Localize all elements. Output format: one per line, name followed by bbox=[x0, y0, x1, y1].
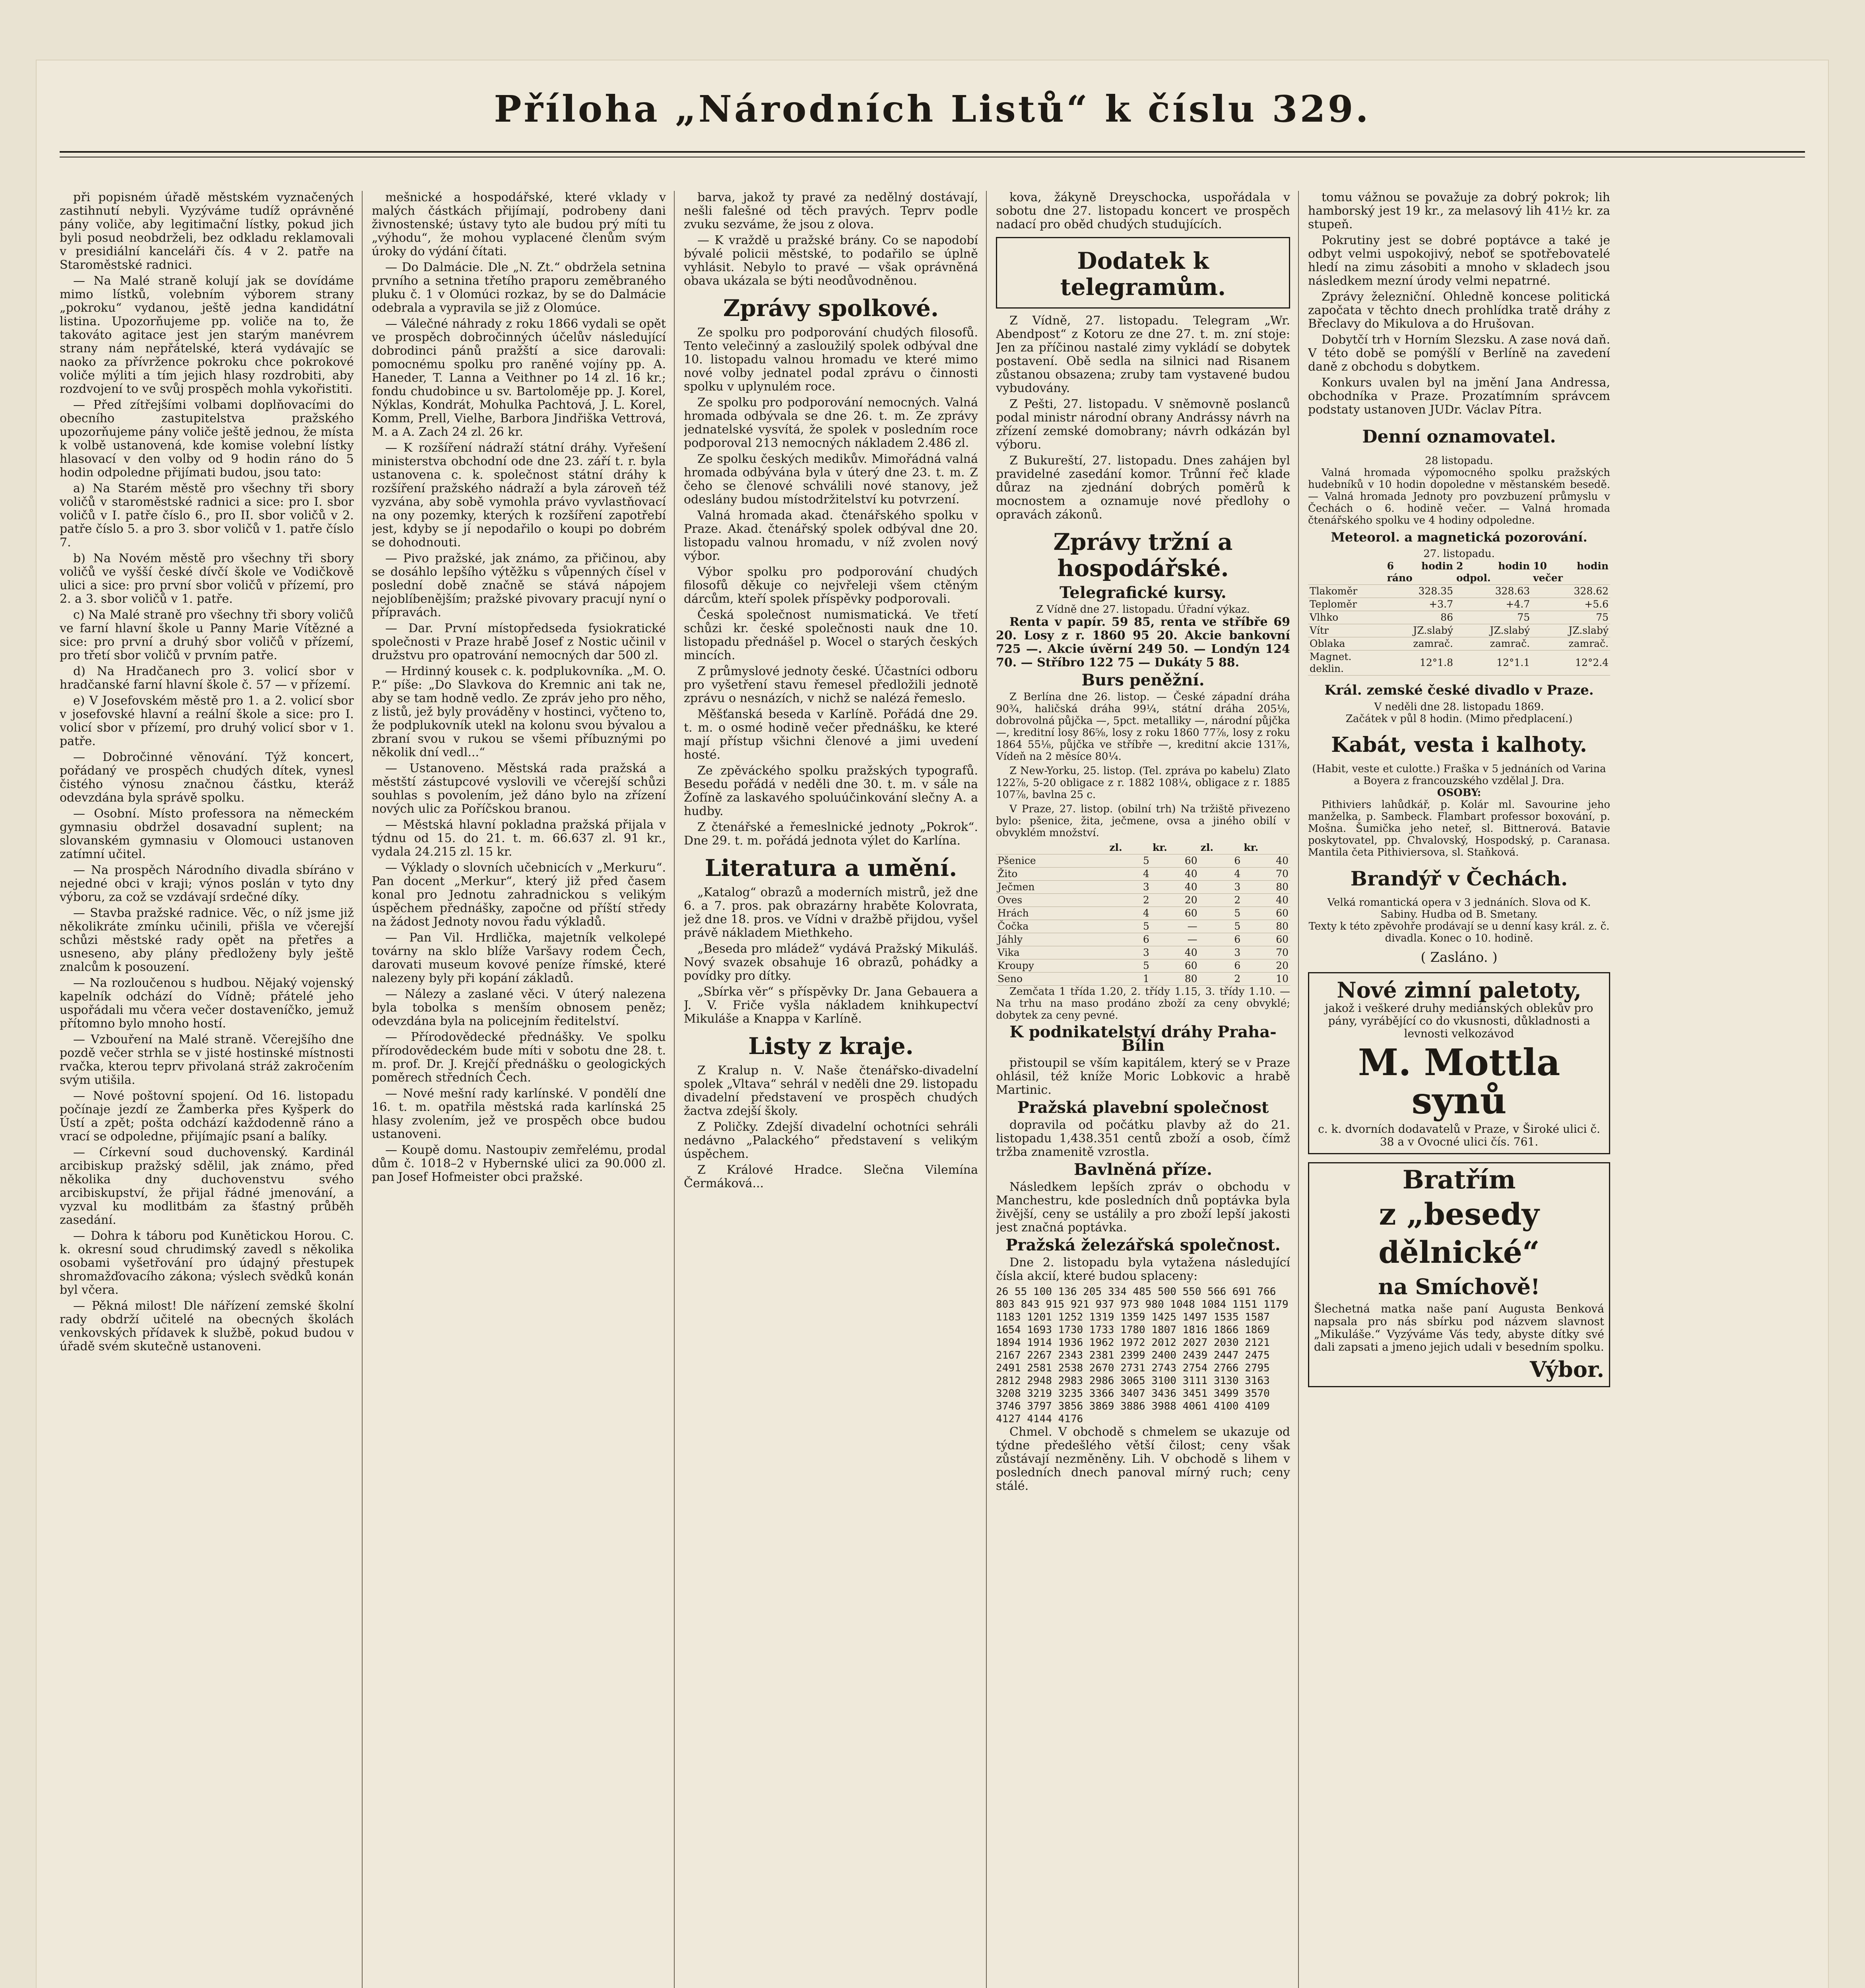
table-cell: Jáhly bbox=[996, 933, 1108, 946]
section-heading-oznamovatel: Denní oznamovatel. bbox=[1362, 427, 1556, 447]
article-paragraph: přistoupil se vším kapitálem, který se v Praze ohlásil, též kníže Moric Lobkovic a hrabě Martinic. bbox=[996, 1056, 1290, 1097]
table-row bbox=[996, 881, 1290, 894]
article-paragraph: — Církevní soud duchovenský. Kardinál arcibiskup pražský sdělil, jak známo, před několika dny duchovenstvu svého arcibiskupství, že přijal řádné jmenování, a vyzval ku modlitbám za šťastný průběh zasedání. bbox=[60, 1145, 354, 1227]
table-header bbox=[996, 841, 1108, 854]
table-cell: 328.62 bbox=[1531, 585, 1610, 598]
article-paragraph: Z Pešti, 27. listopadu. V sněmovně poslanců podal ministr národní obrany Andrássy návrh na zřízení zemské domobrany; návrh odkázán byl výboru. bbox=[996, 397, 1290, 452]
table-cell: 70 bbox=[1242, 946, 1290, 959]
table-header: zl. bbox=[1199, 841, 1242, 854]
table-cell: 10 bbox=[1242, 973, 1290, 986]
article-paragraph: Valná hromada akad. čtenářského spolku v Praze. Akad. čtenářský spolek odbýval dne 20. listopadu valnou hromadu, v níž zvolen nový výbor. bbox=[684, 509, 978, 563]
article-paragraph: Ze zpěváckého spolku pražských typografů. Besedu pořádá v neděli dne 30. t. m. v sále na Žofíně za laskavého spoluúčinkování slečny A. a hudby. bbox=[684, 764, 978, 818]
article-paragraph: Zemčata 1 třída 1.20, 2. třídy 1.15, 3. třídy 1.10. — Na trhu na maso prodáno zboží za ceny obvyklé; dobytek za ceny pevné. bbox=[996, 986, 1290, 1021]
article-paragraph: — Nálezy a zaslané věci. V úterý nalezena byla tobolka s menším obnosem peněz; odevzdána byla na policejním ředitelství. bbox=[372, 987, 666, 1028]
table-header-row bbox=[996, 841, 1290, 854]
bavlna-heading: Bavlněná příze. bbox=[1074, 1160, 1212, 1179]
table-cell: 60 bbox=[1151, 854, 1199, 868]
table-cell: 5 bbox=[1199, 907, 1242, 920]
table-cell: +5.6 bbox=[1531, 598, 1610, 611]
article-paragraph: — Na rozloučenou s hudbou. Nějaký vojenský kapelník odchází do Vídně; přátelé jeho uspořádali mu včera večer dostaveníčko, jemuž přítomno bylo mnoho hostí. bbox=[60, 976, 354, 1031]
article-paragraph: d) Na Hradčanech pro 3. volicí sbor v hradčanské farní hlavní škole č. 57 — v přízemí. bbox=[60, 664, 354, 692]
article-paragraph: Dobytčí trh v Horním Slezsku. A zase nová daň. V této době se pomýšlí v Berlíně na zavedení daně z obchodu s dobytkem. bbox=[1308, 333, 1610, 374]
table-cell: Kroupy bbox=[996, 959, 1108, 973]
article-paragraph: Pokrutiny jest se dobré poptávce a také je odbyt velmi uspokojivý, neboť se spotřebovatelé hledí na zimu zásobiti a mnoho v skladech jsou následkem mezní úrody velmi nepatrné. bbox=[1308, 233, 1610, 288]
table-cell: Vlhko bbox=[1308, 611, 1386, 624]
table-cell: 20 bbox=[1151, 894, 1199, 907]
table-header: 2 hodin odpol. bbox=[1455, 560, 1531, 585]
article-paragraph: Ze spolku pro podporování nemocných. Valná hromada odbývala se dne 26. t. m. Ze zprávy jednatelské vysvítá, že spolek v posledním roce podporoval 213 nemocných nákladem 2.486 zl. bbox=[684, 396, 978, 450]
table-cell: 5 bbox=[1199, 920, 1242, 933]
table-header bbox=[1308, 560, 1386, 585]
table-cell: Magnet. deklin. bbox=[1308, 650, 1386, 676]
theater-date: V neděli dne 28. listopadu 1869. bbox=[1374, 701, 1544, 713]
table-row bbox=[1308, 598, 1610, 611]
table-cell: — bbox=[1151, 933, 1199, 946]
grain-price-table bbox=[996, 841, 1290, 986]
article-paragraph: tomu vážnou se považuje za dobrý pokrok; lih hamborský jest 19 kr., za melasový lih 41½ kr. za stupeň. bbox=[1308, 191, 1610, 231]
meteo-date: 27. listopadu. bbox=[1423, 548, 1495, 560]
table-cell: JZ.slabý bbox=[1455, 624, 1531, 637]
ad-company-name: M. Mottla synů bbox=[1358, 1041, 1560, 1122]
table-cell: JZ.slabý bbox=[1386, 624, 1455, 637]
article-paragraph: „Beseda pro mládež“ vydává Pražský Mikuláš. Nový svazek obsahuje 16 obrazů, pohádky a povídky pro dítky. bbox=[684, 942, 978, 983]
article-paragraph: — Válečné náhrady z roku 1866 vydali se opět ve prospěch dobročinných účelův následující dobrodinci pánů pražští a sice darovali: pomocnému spolku pro raněné vojíny pp. A. Haneder, T. Lanna a Veithner po 14 zl. 16 kr.; fondu chudobince u sv. Bartoloměje pp. J. Korel, Nýklas, Kondrát, Mohulka Pachtová, J. L. Korel, Komm, Prell, Vielhe, Barbora Jindřiška Vettrová, M. a A. Zach 24 zl. 26 kr. bbox=[372, 317, 666, 439]
theater-time: Začátek v půl 8 hodin. (Mimo předplacení.) bbox=[1345, 713, 1573, 725]
article-paragraph: — Výklady o slovních učebnicích v „Merkuru“. Pan docent „Merkur“, který již před časem konal pro Jednotu zahradnickou s velikým úspěchem přednášky, započne od příští středy na žádost Jednoty novou řadu výkladů. bbox=[372, 861, 666, 929]
plavba-heading: Pražská plavební společnost bbox=[1017, 1098, 1269, 1117]
table-row bbox=[996, 946, 1290, 959]
table-cell: 3 bbox=[1108, 946, 1151, 959]
article-paragraph: „Sbírka věr“ s příspěvky Dr. Jana Gebauera a J. V. Friče vyšla nákladem knihkupectví Mikuláše a Knappa v Karlíně. bbox=[684, 985, 978, 1026]
theater-tail: Texty k této zpěvohře prodávají se u denní kasy král. z. č. divadla. Konec o 10. hodině. bbox=[1308, 920, 1610, 944]
article-paragraph: V Praze, 27. listop. (obilní trh) Na tržiště přivezeno bylo: pšenice, žita, ječmene, ovsa a jiného obilí v obvyklém množství. bbox=[996, 803, 1290, 839]
meteo-table bbox=[1308, 560, 1610, 676]
article-paragraph: Valná hromada výpomocného spolku pražských hudebníků v 10 hodin dopoledne v městanském besedě. — Valná hromada Jednoty pro povzbuzení průmyslu v Čechách o 6. hodině večer. — Valná hromada čtenářského spolku ve 4 hodiny odpoledne. bbox=[1308, 467, 1610, 526]
article-paragraph: c) Na Malé straně pro všechny tři sbory voličů ve farní hlavní škole u Panny Marie Vítězné a sice: pro první a druhý sbor voličů v přízemí, pro třetí sbor voličů v prvním patře. bbox=[60, 608, 354, 662]
table-row bbox=[996, 933, 1290, 946]
column-divider bbox=[1298, 191, 1299, 1988]
table-cell: zamrač. bbox=[1531, 637, 1610, 650]
table-cell: 70 bbox=[1242, 868, 1290, 881]
article-paragraph: Z čtenářské a řemeslnické jednoty „Pokrok“. Dne 29. t. m. pořádá jednota výlet do Karlína. bbox=[684, 820, 978, 848]
article-paragraph: Česká společnost numismatická. Ve třetí schůzi kr. české společnosti nauk dne 10. listopadu přednášel p. Wocel o starých českých mincích. bbox=[684, 608, 978, 662]
meteo-heading: Meteorol. a magnetická pozorování. bbox=[1331, 530, 1587, 545]
article-paragraph: dopravila od počátku plavby až do 21. listopadu 1,438.351 centů zboží a osob, čímž tržba znamenitě vzrostla. bbox=[996, 1118, 1290, 1159]
article-paragraph: Z Bukureští, 27. listopadu. Dnes zahájen byl pravidelné zasedání komor. Trůnní řeč klade důraz na zjednání dobrých poměrů k mocnostem a oznamuje nové předlohy o opravách zákonů. bbox=[996, 454, 1290, 522]
table-cell: 6 bbox=[1199, 959, 1242, 973]
table-cell: 3 bbox=[1108, 881, 1151, 894]
ad-headline: Nové zimní paletoty, bbox=[1337, 977, 1582, 1003]
table-cell: Čočka bbox=[996, 920, 1108, 933]
table-cell: 4 bbox=[1199, 868, 1242, 881]
table-cell: 40 bbox=[1151, 881, 1199, 894]
table-cell: 40 bbox=[1242, 854, 1290, 868]
table-cell: 60 bbox=[1242, 933, 1290, 946]
table-cell: 40 bbox=[1151, 946, 1199, 959]
table-cell: zamrač. bbox=[1455, 637, 1531, 650]
article-paragraph: — Na Malé straně kolují jak se dovídáme mimo lístků, volebním výborem strany „pokroku“ vydanou, ještě jedna kandidátní listina. Upozorňujeme pp. voliče na to, že takováto agitace jest jen starým manévrem strany nám nepřátelské, která vydávajíc se naoko za přívržence pokroku chce pokrokové voliče mýliti a tím jejich hlasy rozdrobiti, aby rozdvojení to ve svůj prospěch mohla vykořistiti. bbox=[60, 274, 354, 396]
table-cell: Vítr bbox=[1308, 624, 1386, 637]
section-heading-literatura: Literatura a umění. bbox=[704, 854, 957, 881]
article-paragraph: barva, jakož ty pravé za nedělný dostávají, nešli falešné od těch pravých. Teprv podle zvuku sezváme, že jsou z olova. bbox=[684, 191, 978, 231]
theater-cast-label: OSOBY: bbox=[1437, 787, 1481, 799]
table-cell: 86 bbox=[1386, 611, 1455, 624]
table-cell: 6 bbox=[1108, 933, 1151, 946]
column-divider bbox=[986, 191, 987, 1988]
ad-address: c. k. dvorních dodavatelů v Praze, v Široké ulici č. 38 a v Ovocné ulici čís. 761. bbox=[1318, 1122, 1600, 1148]
table-cell: Vika bbox=[996, 946, 1108, 959]
zeleznice-heading: Pražská železářská společnost. bbox=[1005, 1236, 1281, 1254]
table-row bbox=[996, 868, 1290, 881]
theater-play-info: (Habit, veste et culotte.) Fraška v 5 jednáních od Varina a Boyera z francouzského vzdělal J. Dra. bbox=[1312, 763, 1606, 787]
section-heading-trzni: Zprávy tržní a hospodářské. bbox=[1053, 528, 1233, 582]
article-paragraph: Z Berlína dne 26. listop. — České západní dráha 90¾, haličská dráha 99¼, státní dráha 205⅛, dobrovolná půjčka —, 5pct. metalliky —, národní půjčka —, kreditní losy 86⅝, losy z roku 1860 77⅞, losy z roku 1864 55⅛, půjčka ve stříbře —, kreditní akcie 131⅞, Vídeň na 2 měsíce 80¼. bbox=[996, 691, 1290, 763]
telegraf-rates: Renta v papír. 59 85, renta ve stříbře 69 20. Losy z r. 1860 95 20. Akcie bankovní 725 —. Akcie úvěrní 249 50. — Londýn 124 70. — Stříbro 122 75 — Dukáty 5 88. bbox=[996, 615, 1290, 670]
praha-bilin-heading: K podnikatelství dráhy Praha-Bílin bbox=[1009, 1023, 1277, 1055]
article-paragraph: Měšťanská beseda v Karlíně. Pořádá dne 29. t. m. o osmé hodině večer přednášku, ke které mají přístup všichni členové a jimi uvedení hosté. bbox=[684, 707, 978, 762]
article-paragraph: — Na prospěch Národního divadla sbíráno v nejedné obci v kraji; výnos poslán v tyto dny výboru, za což se vzdávají srdečné díky. bbox=[60, 863, 354, 904]
article-paragraph: Z Vídně, 27. listopadu. Telegram „Wr. Abendpost“ z Kotoru ze dne 27. t. m. zní stoje: Jen za příčinou nastalé zimy vykládí se dobytek postavení. Obě sedla na silnici nad Risanem zůstanou obsazena; zruby tam vystavené budou vybudovány. bbox=[996, 314, 1290, 395]
article-paragraph: — Pivo pražské, jak známo, za přičinou, aby se dosáhlo lepšího výtěžku s vůpenných čísel v poslední době značně se stává nápojem nejoblíbenějším; pražské pivovary pracují nyní o přípravách. bbox=[372, 551, 666, 619]
telegraf-heading: Telegrafické kursy. bbox=[1060, 583, 1227, 602]
article-paragraph: — Ustanoveno. Městská rada pražská a městští zástupcové vyslovili ve včerejší schůzi souhlas s povolením, jež dáno bylo na zřízení nových ulic za Poříčskou branou. bbox=[372, 761, 666, 816]
table-row bbox=[1308, 624, 1610, 637]
article-paragraph: — K vraždě u pražské brány. Co se napodobí bývalé policii městské, to podařilo se úplně vyhlásit. Nebylo to pravé — však oprávněná obava ukázala se býti neodůvodněnou. bbox=[684, 233, 978, 288]
newspaper-page bbox=[36, 60, 1829, 1988]
table-cell: 328.35 bbox=[1386, 585, 1455, 598]
article-paragraph: — Dobročinné věnování. Týž koncert, pořádaný ve prospěch chudých dítek, vynesl čistého výnosu značnou částku, kteráž odevzdána byla správě spolku. bbox=[60, 750, 354, 805]
ad-greeting: Bratřím bbox=[1402, 1165, 1516, 1195]
article-paragraph: — Nové poštovní spojení. Od 16. listopadu počínaje jezdí ze Žamberka přes Kyšperk do Ústí a zpět; pošta odchází každodenně ráno a vrací se odpoledne, přijímajíc psaní a balíky. bbox=[60, 1089, 354, 1143]
article-paragraph: Ze spolku českých medikův. Mimořádná valná hromada odbývána byla v úterý dne 23. t. m. Z čeho se členové schválili nové stanovy, jež odeslány budou místodržitelství ku potvrzení. bbox=[684, 452, 978, 507]
ad-headline: z „besedy dělnické“ bbox=[1378, 1196, 1540, 1270]
article-paragraph: — Městská hlavní pokladna pražská přijala v týdnu od 15. do 21. t. m. 66.637 zl. 91 kr., vydala 24.215 zl. 15 kr. bbox=[372, 818, 666, 859]
burs-heading: Burs peněžní. bbox=[1081, 671, 1205, 689]
table-cell: +4.7 bbox=[1455, 598, 1531, 611]
article-paragraph: — Přírodovědecké přednášky. Ve spolku přírodovědeckém bude míti v sobotu dne 28. t. m. prof. Dr. J. Krejčí přednášku o geologických poměrech středních Čech. bbox=[372, 1030, 666, 1085]
ad-text: jakož i veškeré druhy mediánských oblekův pro pány, vyrábějící co do vkusnosti, důkladnosti a levnosti velkozávod bbox=[1325, 1002, 1593, 1040]
zaslano-label: ( Zasláno. ) bbox=[1421, 949, 1498, 965]
article-paragraph: Z Králové Hradce. Slečna Vilemína Čermáková... bbox=[684, 1163, 978, 1190]
table-row bbox=[1308, 637, 1610, 650]
ad-subheadline: na Smíchově! bbox=[1378, 1274, 1540, 1299]
table-cell: 40 bbox=[1151, 868, 1199, 881]
table-row bbox=[996, 920, 1290, 933]
table-cell: 60 bbox=[1151, 907, 1199, 920]
table-cell: 80 bbox=[1242, 881, 1290, 894]
theater-play-title: Kabát, vesta i kalhoty. bbox=[1331, 733, 1587, 757]
article-paragraph: — Dar. První místopředseda fysiokratické společnosti v Praze hrabě Josef z Nostic učinil v družstvu pro opatrování nemocných dar 500 zl. bbox=[372, 621, 666, 662]
table-cell: Pšenice bbox=[996, 854, 1108, 868]
article-paragraph: — Pěkná milost! Dle nářízení zemské školní rady obdrží učitelé na obecných školách venkovských přídavek k službě, pokud budou v úřadě svém skutečně ustanoveni. bbox=[60, 1299, 354, 1353]
section-heading-dodatek: Dodatek k telegramům. bbox=[1060, 247, 1226, 301]
table-row bbox=[996, 973, 1290, 986]
table-cell: Hrách bbox=[996, 907, 1108, 920]
table-cell: 3 bbox=[1199, 946, 1242, 959]
table-cell: Ječmen bbox=[996, 881, 1108, 894]
table-header: 10 hodin večer bbox=[1531, 560, 1610, 585]
article-paragraph: mešnické a hospodářské, které vklady v malých částkách přijímají, podrobeny dani živnostenské; ústavy tyto ale budou prý míti tu „výhodu“, že mohou vyplacené členům svým úroky do výdání čítati. bbox=[372, 191, 666, 258]
table-cell: 60 bbox=[1242, 907, 1290, 920]
telegram-box bbox=[996, 237, 1290, 309]
article-paragraph: Z New-Yorku, 25. listop. (Tel. zpráva po kabelu) Zlato 122⅞, 5-20 obligace z r. 1882 108¼, obligace z r. 1885 107⅞, bavlna 25 c. bbox=[996, 765, 1290, 801]
article-paragraph: — Nové mešní rady karlínské. V pondělí dne 16. t. m. opatřila městská rada karlínská 25 hlasy zvolením, jež ve prospěch obce budou ustanoveni. bbox=[372, 1087, 666, 1141]
table-header: kr. bbox=[1151, 841, 1199, 854]
table-cell: 5 bbox=[1108, 959, 1151, 973]
table-cell: Oves bbox=[996, 894, 1108, 907]
table-cell: 12°1.8 bbox=[1386, 650, 1455, 676]
page-title: Příloha „Národních Listů“ k číslu 329. bbox=[494, 87, 1371, 130]
table-cell: 80 bbox=[1242, 920, 1290, 933]
table-cell: — bbox=[1151, 920, 1199, 933]
article-paragraph: — Vzbouření na Malé straně. Včerejšího dne pozdě večer strhla se v jisté hostinské místnosti rvačka, kterou teprv přivolaná stráž zakročením svým utišila. bbox=[60, 1033, 354, 1087]
table-header: kr. bbox=[1242, 841, 1290, 854]
article-paragraph: — Koupě domu. Nastoupiv zemřelému, prodal dům č. 1018–2 v Hybernské ulici za 90.000 zl. pan Josef Hofmeister obci pražské. bbox=[372, 1143, 666, 1184]
article-paragraph: — Stavba pražské radnice. Věc, o níž jsme již několikráte zmínku učinili, přišla ve včerejší schůzi městské rady opět na přetřes a usneseno, aby plány předloženy byly ještě znalcům k posouzení. bbox=[60, 906, 354, 974]
column-4 bbox=[996, 191, 1290, 1988]
section-heading-listy: Listy z kraje. bbox=[748, 1033, 914, 1060]
column-3 bbox=[684, 191, 978, 1988]
section-heading-spolkove: Zprávy spolkové. bbox=[723, 295, 939, 322]
column-divider bbox=[362, 191, 363, 1988]
table-cell: 40 bbox=[1242, 894, 1290, 907]
article-paragraph: — Pan Vil. Hrdlička, majetník velkolepé továrny na sklo blíže Varšavy rodem Čech, darovati museum kovové peníze římské, které nalezeny byly při kopání základů. bbox=[372, 931, 666, 985]
article-paragraph: Ze spolku pro podporování chudých filosofů. Tento velečinný a zasloužilý spolek odbýval dne 10. listopadu valnou hromadu ve které mimo nové volby jednatel podal zprávu o činnosti spolku v uplynulém roce. bbox=[684, 326, 978, 394]
theater-play2-info: Velká romantická opera v 3 jednáních. Slova od K. Sabiny. Hudba od B. Smetany. bbox=[1327, 897, 1591, 920]
article-paragraph: — Před zítřejšími volbami doplňovacími do obecního zastupitelstva pražského upozorňujeme pány voliče ještě jednou, že místa k volbě ustanovená, kde komise volební lístky hlasovací v den volby od 9 hodin ráno do 5 hodin odpoledne přijímati budou, jsou tato: bbox=[60, 398, 354, 480]
article-paragraph: — Osobní. Místo professora na německém gymnasiu obdržel dosavadní suplent; na slovanském gymnasiu v Olomouci ustanoven zatímní učitel. bbox=[60, 807, 354, 861]
table-cell: 2 bbox=[1199, 973, 1242, 986]
article-paragraph: e) V Josefovském městě pro 1. a 2. volicí sbor v josefovské hlavní a reální škole a sice: pro I. volicí sbor v přízemí, pro druhý volicí sbor v 1. patře. bbox=[60, 694, 354, 748]
article-paragraph: Z průmyslové jednoty české. Účastníci odboru pro vyšetření stavu řemesel předložili jednotě zprávu o nesnázích, v nichž se nalézá řemeslo. bbox=[684, 664, 978, 705]
advertisement-mottl bbox=[1308, 972, 1610, 1154]
ad-signature: Výbor. bbox=[1529, 1357, 1604, 1382]
table-header-row bbox=[1308, 560, 1610, 585]
table-cell: 5 bbox=[1108, 920, 1151, 933]
table-cell: 4 bbox=[1108, 868, 1151, 881]
table-row bbox=[996, 907, 1290, 920]
table-cell: 12°2.4 bbox=[1531, 650, 1610, 676]
table-cell: Žito bbox=[996, 868, 1108, 881]
column-divider bbox=[674, 191, 675, 1988]
article-paragraph: Konkurs uvalen byl na jmění Jana Andressa, obchodníka v Praze. Prozatímním správcem podstaty ustanoven JUDr. Václav Pítra. bbox=[1308, 376, 1610, 417]
table-cell: 75 bbox=[1531, 611, 1610, 624]
table-cell: 2 bbox=[1199, 894, 1242, 907]
table-cell: 12°1.1 bbox=[1455, 650, 1531, 676]
table-cell: 5 bbox=[1108, 854, 1151, 868]
oznamovatel-date: 28 listopadu. bbox=[1425, 455, 1493, 467]
advertisement-beseda bbox=[1308, 1162, 1610, 1387]
table-header: 6 hodin ráno bbox=[1386, 560, 1455, 585]
table-cell: Oblaka bbox=[1308, 637, 1386, 650]
column-1 bbox=[60, 191, 354, 1988]
table-header: zl. bbox=[1108, 841, 1151, 854]
article-paragraph: — K rozšíření nádraží státní dráhy. Vyřešení ministerstva obchodní ode dne 23. září t. r. byla ustanovena c. k. společnost státní dráhy k rozšíření pražského nádraží a byla zároveň též vyzvána, aby sobě vymohla právo vyvlastňovací na ony pozemky, kterých k rozšíření zapotřebí jest, kdyby se jí nepodařilo o koupi po dobrém se dohodnouti. bbox=[372, 441, 666, 549]
table-cell: Tlakoměr bbox=[1308, 585, 1386, 598]
table-cell: 75 bbox=[1455, 611, 1531, 624]
header-rule bbox=[60, 151, 1805, 153]
article-paragraph: b) Na Novém městě pro všechny tři sbory voličů ve vyšší české dívčí škole ve Vodičkově ulici a sice: pro první sbor voličů v přízemí, pro 2. a 3. sbor voličů v 1. patře. bbox=[60, 551, 354, 606]
article-paragraph: kova, žákyně Dreyschocka, uspořádala v sobotu dne 27. listopadu koncert ve prospěch nadací pro oběd chudých studujících. bbox=[996, 191, 1290, 231]
column-5 bbox=[1308, 191, 1610, 1988]
table-row bbox=[1308, 585, 1610, 598]
table-row bbox=[1308, 650, 1610, 676]
table-cell: JZ.slabý bbox=[1531, 624, 1610, 637]
table-cell: 80 bbox=[1151, 973, 1199, 986]
article-paragraph: Z Poličky. Zdejší divadelní ochotníci sehráli nedávno „Palackého“ představení s velikým úspěchem. bbox=[684, 1120, 978, 1161]
theater-heading: Král. zemské české divadlo v Praze. bbox=[1324, 682, 1594, 698]
table-cell: 6 bbox=[1199, 854, 1242, 868]
article-paragraph: Dne 2. listopadu byla vytažena následující čísla akcií, které budou splaceny: bbox=[996, 1256, 1290, 1283]
article-paragraph: Následkem lepších zpráv o obchodu v Manchestru, kde posledních dnů poptávka byla živější, ceny se ustálily a pro zboží lepší jakosti jest značná poptávka. bbox=[996, 1180, 1290, 1235]
table-cell: zamrač. bbox=[1386, 637, 1455, 650]
table-cell: 3 bbox=[1199, 881, 1242, 894]
table-cell: Teploměr bbox=[1308, 598, 1386, 611]
article-paragraph: a) Na Starém městě pro všechny tři sbory voličů v staroměstské radnici a sice: pro I. sbor voličů v I. patře číslo 6., pro II. sbor voličů v 2. patře číslo 5. a pro 3. sbor voličů v 1. patře číslo 7. bbox=[60, 481, 354, 549]
table-cell: 4 bbox=[1108, 907, 1151, 920]
column-2 bbox=[372, 191, 666, 1988]
table-cell: Seno bbox=[996, 973, 1108, 986]
article-paragraph: Z Kralup n. V. Naše čtenářsko-divadelní spolek „Vltava“ sehrál v neděli dne 29. listopadu divadelní představení ve prospěch chudých žactva zdejší školy. bbox=[684, 1064, 978, 1118]
theater-play2-title: Brandýř v Čechách. bbox=[1350, 867, 1568, 890]
table-cell: 6 bbox=[1199, 933, 1242, 946]
table-row bbox=[996, 959, 1290, 973]
table-cell: 2 bbox=[1108, 894, 1151, 907]
table-row bbox=[1308, 611, 1610, 624]
article-paragraph: Zprávy železniční. Ohledně koncese politická započata v těchto dnech prohlídka tratě dráhy z Břeclavy do Mikulova a do Hrušovan. bbox=[1308, 290, 1610, 331]
table-row bbox=[996, 894, 1290, 907]
article-paragraph: při popisném úřadě městském vyznačených zastihnutí nebyli. Vyzýváme tudíž oprávněné pány voliče, aby legitimační lístky, pokud jich byli posud neobdrželi, bez odkladu reklamovali v presidiální kanceláři čís. 4 v 2. patře na Staroměstské radnici. bbox=[60, 191, 354, 272]
article-paragraph: „Katalog“ obrazů a moderních mistrů, jež dne 6. a 7. pros. pak obrazárny hraběte Kolovrata, jež dne 18. pros. ve Vídni v dražbě přijdou, vyšel právě nákladem Miethkeho. bbox=[684, 885, 978, 940]
ad-text: Šlechetná matka naše paní Augusta Benková napsala pro nás sbírku pod názvem slavnost „Mikuláše.“ Vyzýváme Vás tedy, abyste dítky své dali zapsati a jmeno jejich udali v besedním spolku. bbox=[1314, 1302, 1604, 1353]
table-cell: 1 bbox=[1108, 973, 1151, 986]
table-cell: 60 bbox=[1151, 959, 1199, 973]
theater-cast: Pithiviers lahůdkář, p. Kolár ml. Savourine jeho manželka, p. Sambeck. Flambart professor boxování, p. Mošna. Šumička jeho neteř, sl. Bittnerová. Batavie poskytovatel, pp. Chvalovský, Hospodský, p. Caranasa. Mantila četa Pithiviersova, sl. Staňková. bbox=[1308, 799, 1610, 858]
article-paragraph: — Dohra k táboru pod Kunětickou Horou. C. k. okresní soud chrudimský zavedl s několika osobami vyšetřování pro údajný přestupek shromažďovacího zákona; výslech svědků konán byl včera. bbox=[60, 1229, 354, 1297]
drawn-numbers: 26 55 100 136 205 334 485 500 550 566 691 766 803 843 915 921 937 973 980 1048 1084 1151 1179 1183 1201 1252 1319 1359 1425 1497 1535 1587 1654 1693 1730 1733 1780 1807 1816 1866 1869 1894 1914 1936 1962 1972 2012 2027 2030 2121 2167 2267 2343 2381 2399 2400 2439 2447 2475 2491 2581 2538 2670 2731 2743 2754 2766 2795 2812 2948 2983 2986 3065 3100 3111 3130 3163 3208 3219 3235 3366 3407 3436 3451 3499 3570 3746 3797 3856 3869 3886 3988 4061 4100 4109 4127 4144 4176 bbox=[996, 1286, 1289, 1425]
table-row bbox=[996, 854, 1290, 868]
article-paragraph: — Hrdinný kousek c. k. podplukovníka. „M. O. P.“ píše: „Do Slavkova do Kremnic ani tak ne, aby se tam hodně vedlo. Ze zpráv jeho pro něho, z listů, jež byly prováděny v hostinci, vyčteno to, že podplukovník utekl na kolonu svou bývalou a zbraní svou v rukou se všemi příbuznými po několik dní vedl...“ bbox=[372, 664, 666, 759]
table-cell: 328.63 bbox=[1455, 585, 1531, 598]
telegraf-subheading: Z Vídně dne 27. listopadu. Úřadní výkaz. bbox=[1036, 604, 1250, 615]
article-paragraph: Výbor spolku pro podporování chudých filosofů děkuje co nejvřeleji všem ctěným dárcům, kteří spolek příspěvky podporovali. bbox=[684, 565, 978, 606]
article-paragraph: — Do Dalmácie. Dle „N. Zt.“ obdržela setnina prvního a setnina třetího praporu zeměbraného pluku č. 1 v Olomúci rozkaz, by se do Dalmácie odebrala a vypravila se již z Olomúce. bbox=[372, 260, 666, 315]
article-paragraph: Chmel. V obchodě s chmelem se ukazuje od týdne předešlého větší čilost; ceny však zůstávají nezměněny. Lih. V obchodě s lihem v posledních dnech panoval mírný ruch; ceny stálé. bbox=[996, 1425, 1290, 1493]
table-cell: +3.7 bbox=[1386, 598, 1455, 611]
table-cell: 20 bbox=[1242, 959, 1290, 973]
